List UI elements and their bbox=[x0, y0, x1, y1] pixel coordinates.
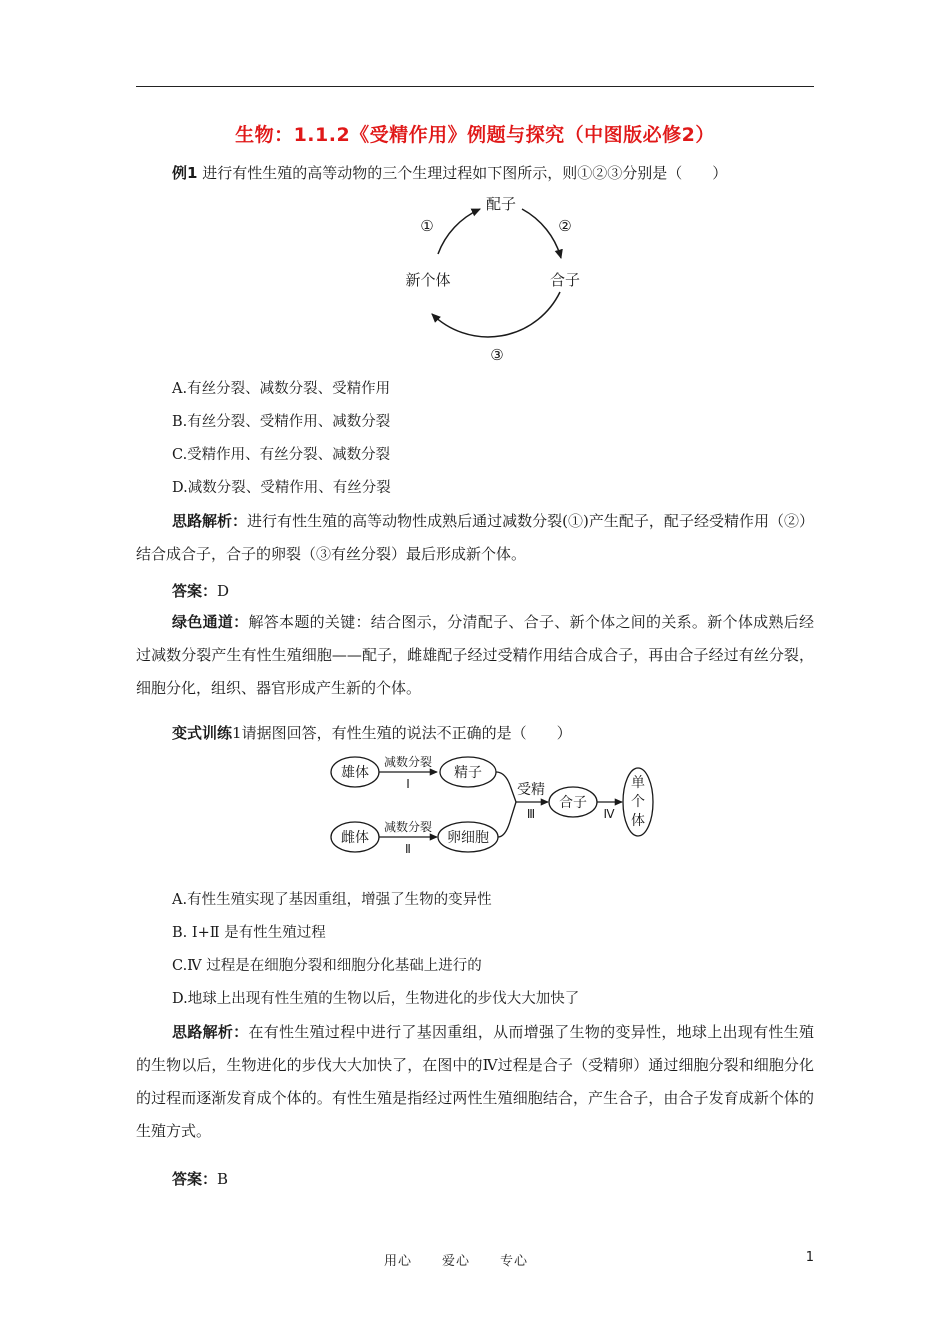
individual-char-2: 个 bbox=[631, 794, 645, 810]
ex1-option-c: C.受精作用、有丝分裂、减数分裂 bbox=[172, 447, 391, 463]
roman-iv: Ⅳ bbox=[603, 807, 615, 821]
ex2-answer-value: B bbox=[217, 1170, 229, 1188]
ex1-answer-value: D bbox=[217, 582, 230, 600]
ex2-option-b: B. Ⅰ+Ⅱ 是有性生殖过程 bbox=[172, 925, 326, 941]
ex1-answer bbox=[136, 581, 850, 601]
footer-motto bbox=[384, 1250, 558, 1269]
ex1-analysis-text: 进行有性生殖的高等动物性成熟后通过减数分裂(①)产生配子，配子经受精作用（②）结合成合子，合子的卵裂（③有丝分裂）最后形成新个体。 bbox=[136, 512, 814, 563]
ex2-answer-label: 答案： bbox=[172, 1170, 218, 1188]
fert-label: 受精 bbox=[517, 782, 545, 798]
meiosis-label-1: 减数分裂 bbox=[383, 755, 433, 769]
label-step3: ③ bbox=[490, 346, 504, 364]
ex2-option-a: A.有性生殖实现了基因重组，增强了生物的变异性 bbox=[172, 892, 492, 908]
ex2-analysis-label: 思路解析： bbox=[172, 1023, 249, 1041]
ex2-option-c: C.Ⅳ 过程是在细胞分裂和细胞分化基础上进行的 bbox=[172, 958, 482, 974]
roman-i: Ⅰ bbox=[406, 777, 410, 791]
ex1-green-text: 解答本题的关键：结合图示，分清配子、合子、新个体之间的关系。新个体成熟后经过减数分裂产生有性生殖细胞——配子，雌雄配子经过受精作用结合成合子，再由合子经过有丝分裂，细胞分化，组织、器官形成产生新的个体。 bbox=[136, 613, 814, 697]
footer-word-1: 用心 bbox=[384, 1254, 413, 1269]
footer-word-3: 专心 bbox=[500, 1254, 529, 1269]
page-number: 1 bbox=[805, 1250, 814, 1265]
label-step1: ① bbox=[420, 217, 434, 235]
roman-iii: Ⅲ bbox=[526, 807, 536, 821]
ex2-num: 1 bbox=[232, 724, 242, 742]
ex1-option-a: A.有丝分裂、减数分裂、受精作用 bbox=[172, 381, 391, 397]
ex1-answer-label: 答案： bbox=[172, 582, 218, 600]
ex2-analysis bbox=[136, 1016, 814, 1148]
label-step2: ② bbox=[558, 217, 572, 235]
footer-word-2: 爱心 bbox=[442, 1254, 471, 1269]
ex1-green-label: 绿色通道： bbox=[172, 613, 249, 631]
zygote-label: 合子 bbox=[559, 795, 587, 811]
node-new-individual: 新个体 bbox=[405, 271, 451, 289]
ex1-green bbox=[136, 606, 814, 705]
node-zygote: 合子 bbox=[549, 271, 581, 289]
ex1-analysis bbox=[136, 505, 814, 571]
join-upper bbox=[496, 772, 516, 802]
arc-step2 bbox=[522, 209, 561, 258]
ex2-label: 变式训练 bbox=[172, 724, 233, 742]
ex2-answer bbox=[136, 1169, 850, 1189]
join-lower bbox=[498, 802, 516, 837]
arc-step1 bbox=[438, 209, 480, 254]
ex2-question bbox=[136, 723, 850, 743]
page-title: 生物：1.1.2《受精作用》例题与探究（中图版必修2） bbox=[235, 124, 715, 146]
sperm-label: 精子 bbox=[454, 765, 482, 781]
reproduction-diagram bbox=[326, 750, 666, 860]
header-rule bbox=[136, 86, 814, 87]
ex1-question bbox=[136, 163, 850, 183]
female-label: 雌体 bbox=[341, 830, 369, 846]
ex1-question-text: 进行有性生殖的高等动物的三个生理过程如下图所示，则①②③分别是（ ） bbox=[202, 164, 728, 182]
node-gamete: 配子 bbox=[485, 195, 517, 213]
ex2-question-text: 请据图回答，有性生殖的说法不正确的是（ ） bbox=[241, 724, 572, 742]
cycle-diagram bbox=[380, 188, 620, 368]
ex1-option-d: D.减数分裂、受精作用、有丝分裂 bbox=[172, 480, 391, 496]
roman-ii: Ⅱ bbox=[405, 842, 411, 856]
male-label: 雄体 bbox=[341, 765, 369, 781]
individual-char-3: 体 bbox=[631, 813, 645, 829]
ex2-option-d: D.地球上出现有性生殖的生物以后，生物进化的步伐大大加快了 bbox=[172, 991, 580, 1007]
ex1-analysis-label: 思路解析： bbox=[172, 512, 248, 530]
ex1-label: 例1 bbox=[172, 164, 198, 182]
ex2-analysis-text: 在有性生殖过程中进行了基因重组，从而增强了生物的变异性，地球上出现有性生殖的生物以后，生物进化的步伐大大加快了，在图中的Ⅳ过程是合子（受精卵）通过细胞分裂和细胞分化的过程而逐渐发育成个体的。有性生殖是指经过两性生殖细胞结合，产生合子，由合子发育成新个体的生殖方式。 bbox=[136, 1023, 814, 1140]
arc-step3 bbox=[432, 292, 560, 337]
individual-char-1: 单 bbox=[631, 775, 645, 791]
meiosis-label-2: 减数分裂 bbox=[383, 820, 433, 834]
ex1-option-b: B.有丝分裂、受精作用、减数分裂 bbox=[172, 414, 391, 430]
egg-label: 卵细胞 bbox=[447, 830, 489, 846]
